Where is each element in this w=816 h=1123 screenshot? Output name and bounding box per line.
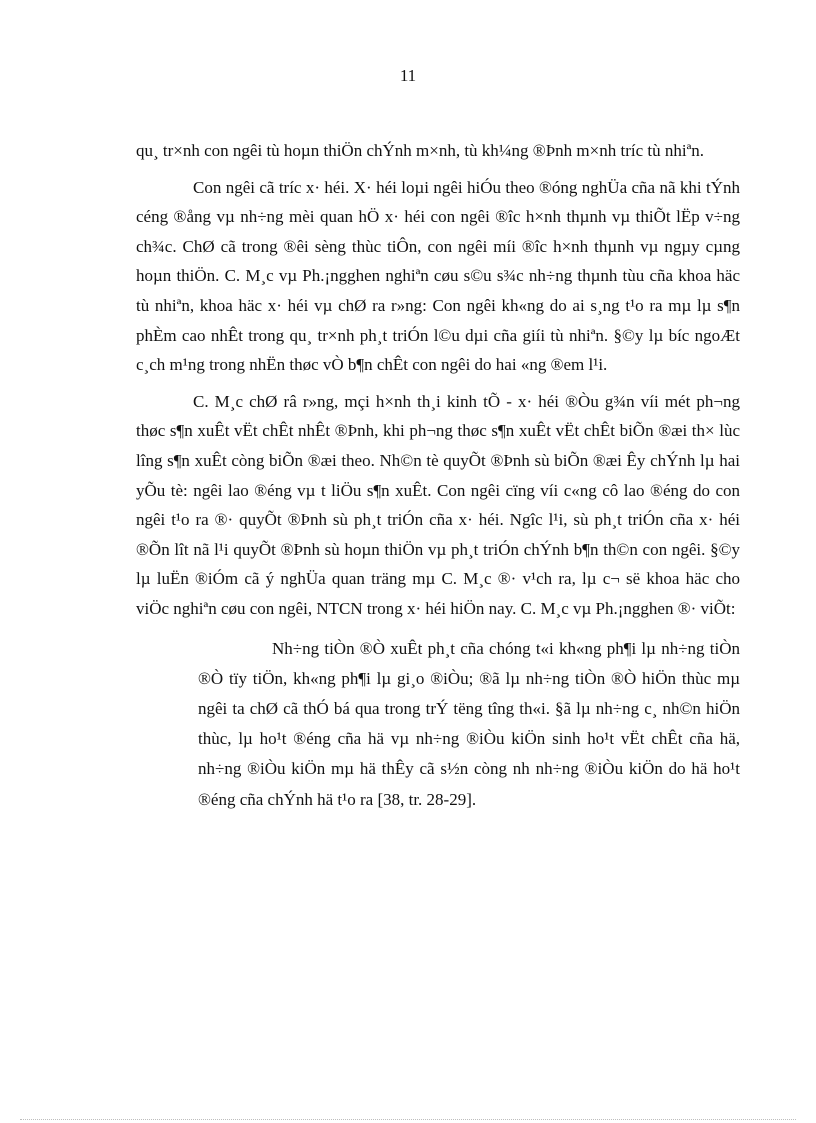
paragraph-continuation: qu¸ tr×nh con ngêi tù hoµn thiÖn chÝnh m×nh, tù kh¼ng ®Þnh m×nh tríc tù nhiªn. — [136, 141, 705, 160]
paragraph-human-society: Con ngêi cã tríc x· héi. X· héi loµi ngêi hiÓu theo ®óng nghÜa cña nã khi tÝnh céng ®ång vµ nh÷ng mèi quan hÖ x· héi con ngêi ®îc h×nh thµnh vµ thiÕt lËp v÷ng ch¾c. ChØ cã trong ®êi sèng thùc tiÔn, con ngêi míi ®îc h×nh thµnh vµ ngµy cµng hoµn thiÖn. C. M¸c vµ Ph.¡ngghen nghiªn cøu s©u s¾c nh÷ng thµnh tùu cña khoa häc tù nhiªn, khoa häc x· héi vµ chØ ra r»ng: Con ngêi kh«ng do ai s¸ng t¹o ra mµ lµ s¶n phÈm cao nhÊt trong qu¸ tr×nh ph¸t triÓn l©u dµi cña giíi tù nhiªn. §©y lµ bíc ngoÆt c¸ch m¹ng trong nhËn thøc vÒ b¶n chÊt con ngêi do hai «ng ®em l¹i. — [136, 177, 740, 375]
bottom-dotted-rule — [20, 1119, 796, 1120]
page-number: 11 — [399, 66, 417, 85]
block-quote: Nh÷ng tiÒn ®Ò xuÊt ph¸t cña chóng t«i kh«ng ph¶i lµ nh÷ng tiÒn ®Ò tïy tiÖn, kh«ng ph¶i lµ gi¸o ®iÒu; ®ã lµ nh÷ng tiÒn ®Ò hiÖn thùc mµ ngêi ta chØ cã thÓ bá qua trong trÝ tëng tîng th«i. §ã lµ nh÷ng c¸ nh©n hiÖn thùc, lµ ho¹t ®éng cña hä vµ nh÷ng ®iÒu kiÖn sinh ho¹t vËt chÊt cña hä, nh÷ng ®iÒu kiÖn mµ hä thÊy cã s½n còng nh nh÷ng ®iÒu kiÖn do hä ho¹t ®éng cña chÝnh hä t¹o ra [38, tr. 28-29]. — [198, 638, 740, 809]
body-text — [136, 136, 740, 815]
paragraph-marx-production: C. M¸c chØ râ r»ng, mçi h×nh th¸i kinh tÕ - x· héi ®Òu g¾n víi mét ph¬ng thøc s¶n xuÊt vËt chÊt nhÊt ®Þnh, khi ph¬ng thøc s¶n xuÊt vËt chÊt biÕn ®æi th× lùc lîng s¶n xuÊt còng biÕn ®æi theo. Nh©n tè quyÕt ®Þnh sù biÕn ®æi Êy chÝnh lµ hai yÕu tè: ngêi lao ®éng vµ t liÖu s¶n xuÊt. Con ngêi cïng víi c«ng cô lao ®éng do con ngêi t¹o ra ®· quyÕt ®Þnh sù ph¸t triÓn cña x· héi. Ngîc l¹i, sù ph¸t triÓn cña x· héi ®Õn lît nã l¹i quyÕt ®Þnh sù hoµn thiÖn vµ ph¸t triÓn chÝnh b¶n th©n con ngêi. §©y lµ luËn ®iÓm cã ý nghÜa quan träng mµ C. M¸c ®· v¹ch ra, lµ c¬ së khoa häc cho viÖc nghiªn cøu con ngêi, NTCN trong x· héi hiÖn nay. C. M¸c vµ Ph.¡ngghen ®· viÕt: — [136, 391, 740, 618]
